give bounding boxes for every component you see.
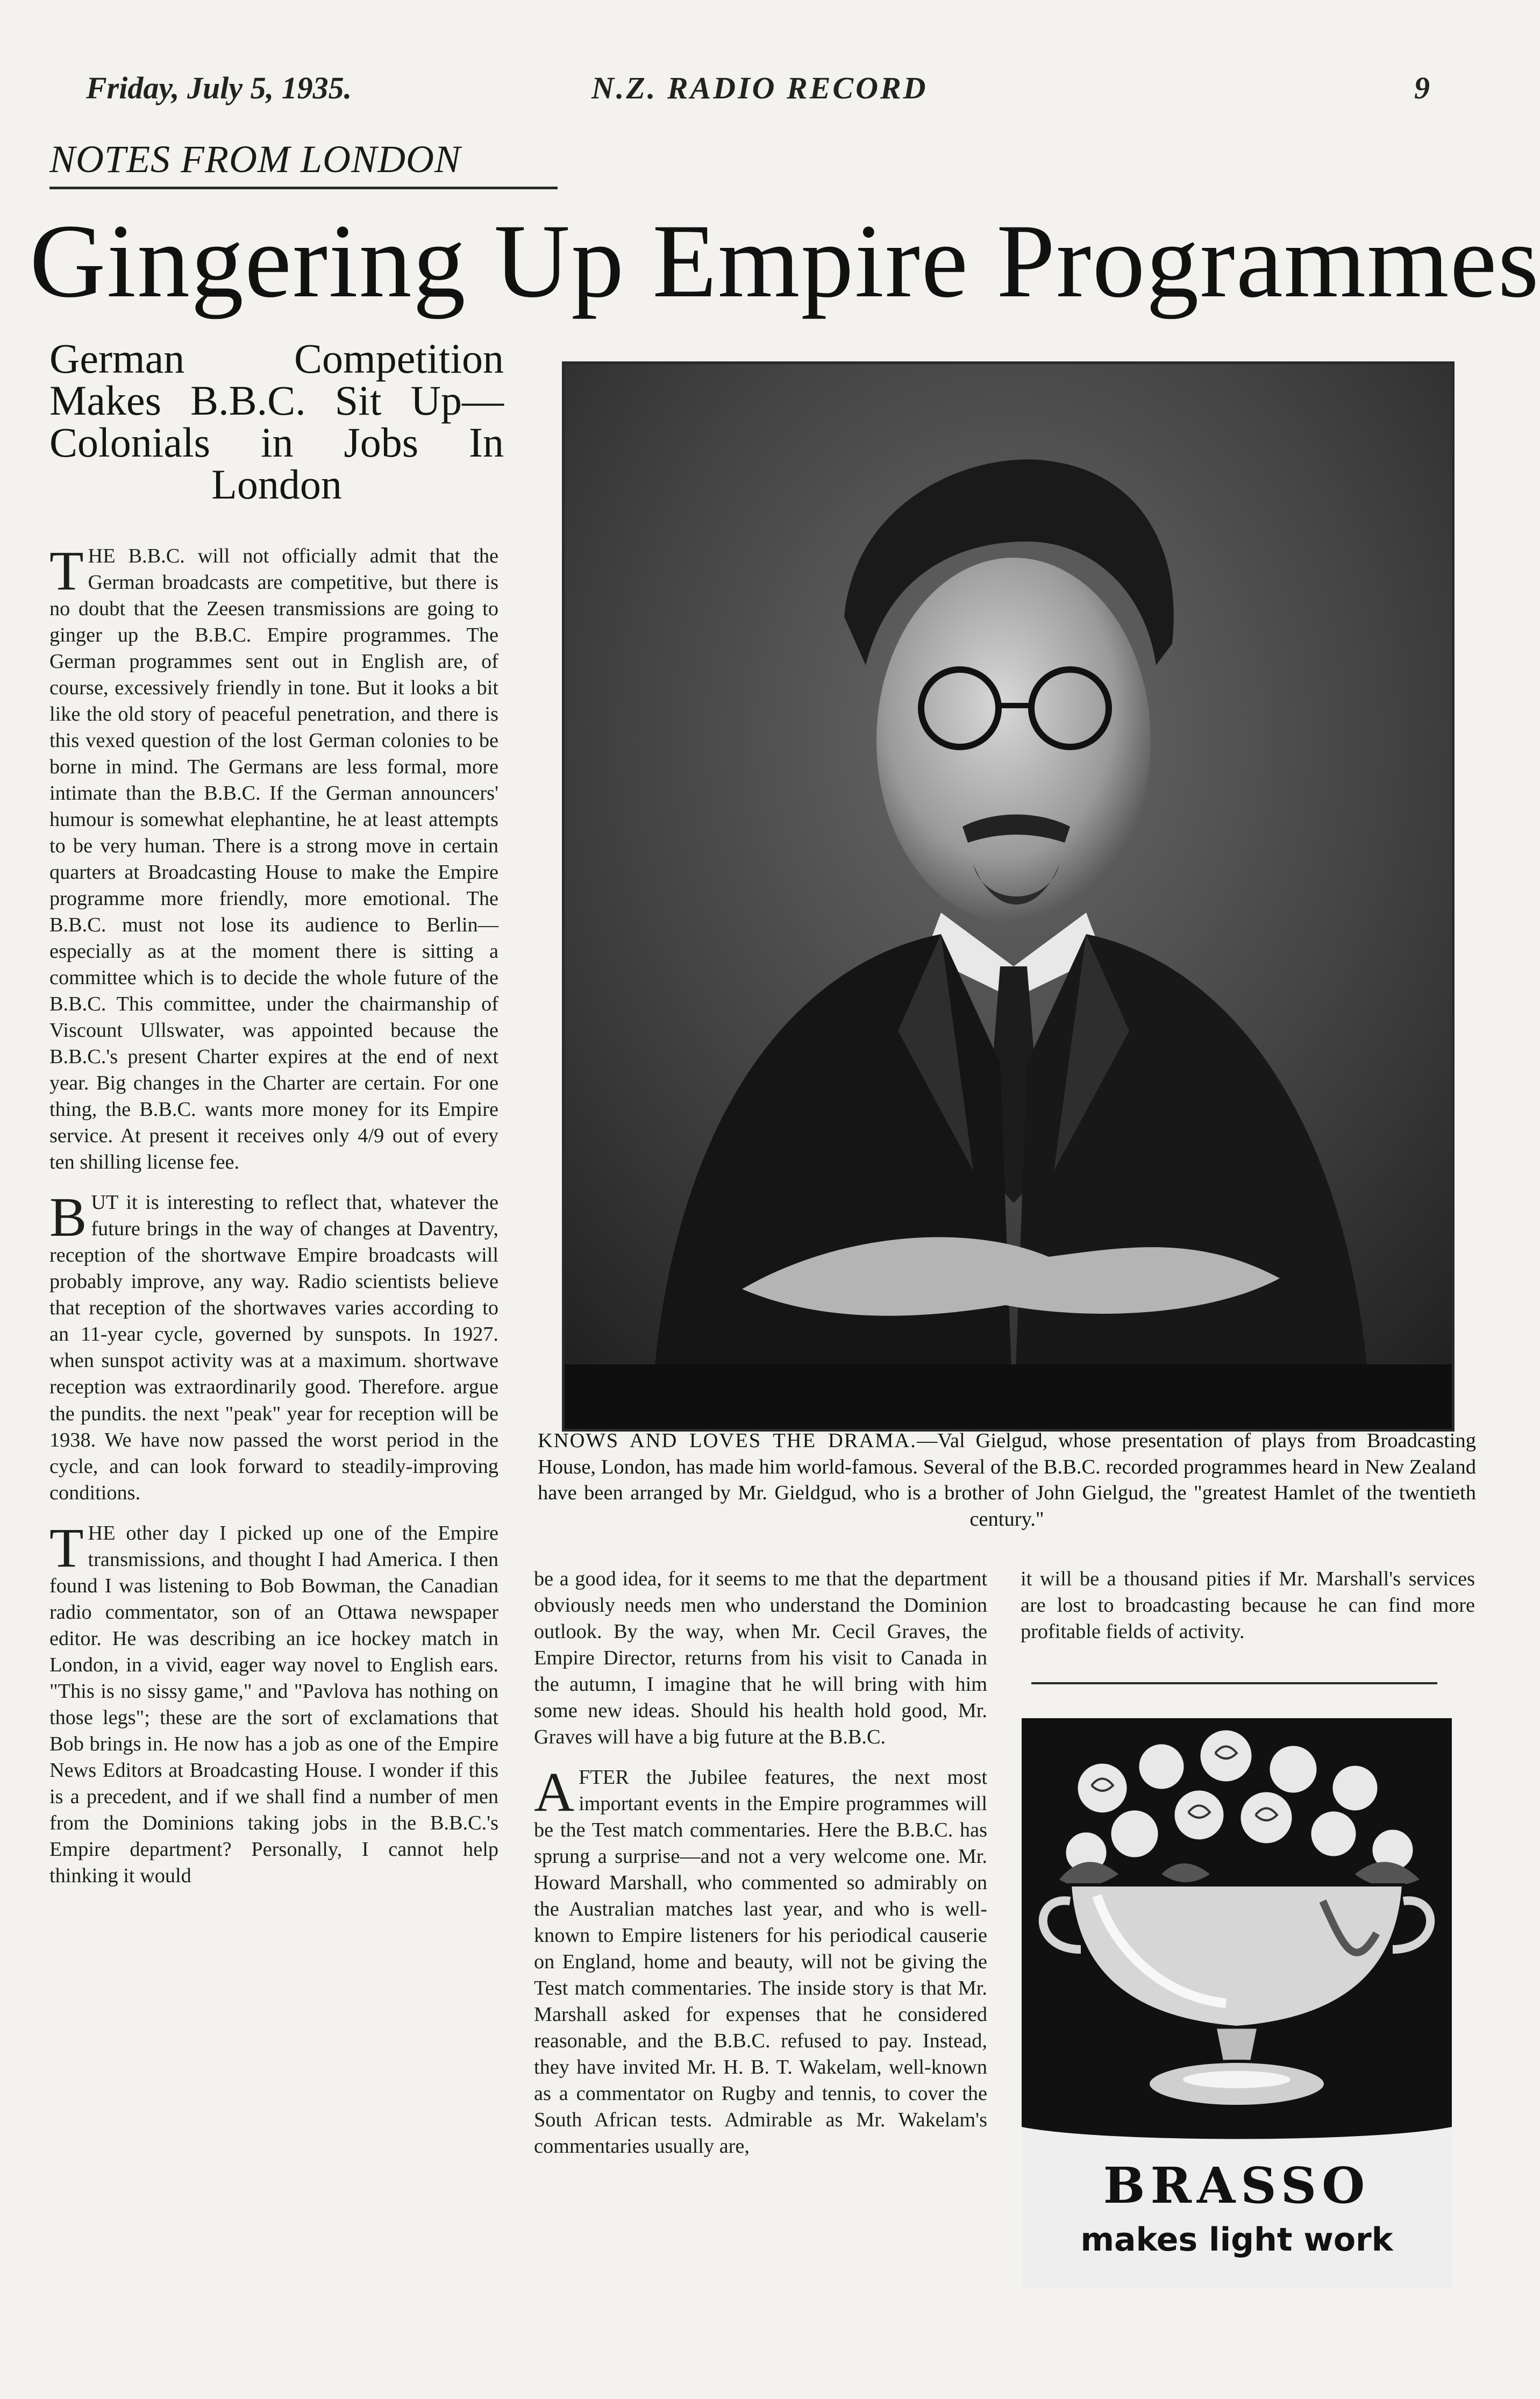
article-column-3 (1021, 1566, 1475, 1659)
drop-cap: B (49, 1186, 87, 1249)
caption-text: —Val Gielgud, whose presentation of plays from Broadcasting House, London, has made him world-famous. Several of the B.B.C. recorded programmes heard in New Zealand have been arranged by Mr. Gieldgud, who is a brother of John Gielgud, the "greatest Hamlet of the twentieth century." (538, 1429, 1476, 1530)
photo-caption (538, 1428, 1476, 1532)
brand-name: BRASSO (1103, 2156, 1371, 2215)
caption-lead: KNOWS AND LOVES THE DRAMA. (538, 1429, 917, 1452)
article-column-2 (534, 1566, 987, 2174)
section-heading: NOTES FROM LONDON (49, 138, 461, 181)
drop-cap: T (49, 540, 84, 602)
publication-name: N.Z. RADIO RECORD (591, 70, 928, 105)
paragraph-text: be a good idea, for it seems to me that the department obviously needs men who understand the Dominion outlook. By the way, when Mr. Cecil Graves, the Empire Director, returns from his visit to Canada in the autumn, I imagine that he will bring with him some new ideas. Should his health hold good, Mr. Graves will have a big future at the B.B.C. (534, 1568, 987, 1749)
page-number: 9 (1414, 70, 1430, 105)
paragraph-text: FTER the Jubilee features, the next most important events in the Empire programmes will be the Test match commentaries. Here the B.B.C. has sprung a surprise—and not a very welcome one. Mr. Howard Marshall, who commented so admirably on the Australian matches last year, and who is well-known to Empire listeners for his periodical causerie on England, home and beauty, will not be giving the Test match commentaries. The inside story is that Mr. Marshall asked for expenses that he considered reasonable, and the B.B.C. refused to pay. Instead, they have invited Mr. H. B. T. Wakelam, well-known as a commentator on Rugby and tennis, to cover the South African tests. Admirable as Mr. Wakelam's commentaries usually are, (534, 1766, 987, 2158)
article-paragraph (49, 1517, 498, 1889)
paragraph-text: it will be a thousand pities if Mr. Marshall's services are lost to broadcasting because he can find more profitable fields of activity. (1021, 1568, 1475, 1643)
paragraph-text: HE B.B.C. will not officially admit that the German broadcasts are competitive, but there is no doubt that the Zeesen transmissions are going to ginger up the B.B.C. Empire programmes. The German programmes sent out in English are, of course, excessively friendly in tone. But it looks a bit like the old story of peaceful penetration, and there is this vexed question of the lost German colonies to be borne in mind. The Germans are less formal, more intimate than the B.B.C. If the German announcers' humour is somewhat elephantine, he at least attempts to be very human. There is a strong move in certain quarters at Broadcasting House to make the Empire programme more friendly, more emotional. The B.B.C. must not lose its audience to Berlin—especially as at the moment there is sitting a committee which is to decide the whole future of the B.B.C. This committee, under the chairmanship of Viscount Ullswater, was appointed because the B.B.C.'s present Charter expires at the end of next year. Big changes in the Charter are certain. For one thing, the B.B.C. wants more money for its Empire service. At present it receives only 4/9 out of every ten shilling license fee. (49, 545, 498, 1174)
headline: Gingering Up Empire Programmes (30, 203, 1540, 319)
portrait-photo-icon (565, 364, 1452, 1429)
article-paragraph (1021, 1566, 1475, 1645)
article-column-1 (49, 540, 498, 1903)
subheadline: German Competition Makes B.B.C. Sit Up— Colonials in Jobs In London (49, 335, 504, 508)
article-paragraph (534, 1566, 987, 1750)
advertisement-divider (1031, 1682, 1437, 1684)
article-paragraph (534, 1761, 987, 2160)
issue-date: Friday, July 5, 1935. (86, 70, 352, 105)
drop-cap: A (534, 1761, 575, 1824)
ad-slogan: makes light work (1080, 2221, 1393, 2259)
section-underline (49, 187, 558, 189)
portrait-photo (562, 361, 1455, 1432)
drop-cap: T (49, 1517, 84, 1579)
paragraph-text: HE other day I picked up one of the Empire transmissions, and thought I had America. I then found I was listening to Bob Bowman, the Canadian radio commentator, son of an Ottawa newspaper editor. He was describing an ice hockey match in London, in a vivid, eager way novel to English ears. "This is no sissy game," and "Pavlova has nothing on those legs"; these are the sort of exclamations that Bob brings in. He now has a job as one of the Empire News Editors at Broadcasting House. I wonder if this is a precedent, and if we shall find a number of men from the Dominions taking jobs in the B.B.C.'s Empire department? Personally, I cannot help thinking it would (49, 1521, 498, 1887)
brasso-advertisement (1022, 1718, 1452, 2288)
article-paragraph (49, 1186, 498, 1506)
article-paragraph (49, 540, 498, 1176)
paragraph-text: UT it is interesting to reflect that, whatever the future brings in the way of changes at Daventry, reception of the shortwave Empire broadcasts will probably improve, any way. Radio scientists believe that reception of the shortwaves varies according to an 11-year cycle, governed by sunspots. In 1927. when sunspot activity was at a maximum. shortwave reception was extraordinarily good. Therefore. argue the pundits. the next "peak" year for reception will be 1938. We have now passed the worst period in the cycle, and can look forward to steadily-improving conditions. (49, 1191, 498, 1504)
